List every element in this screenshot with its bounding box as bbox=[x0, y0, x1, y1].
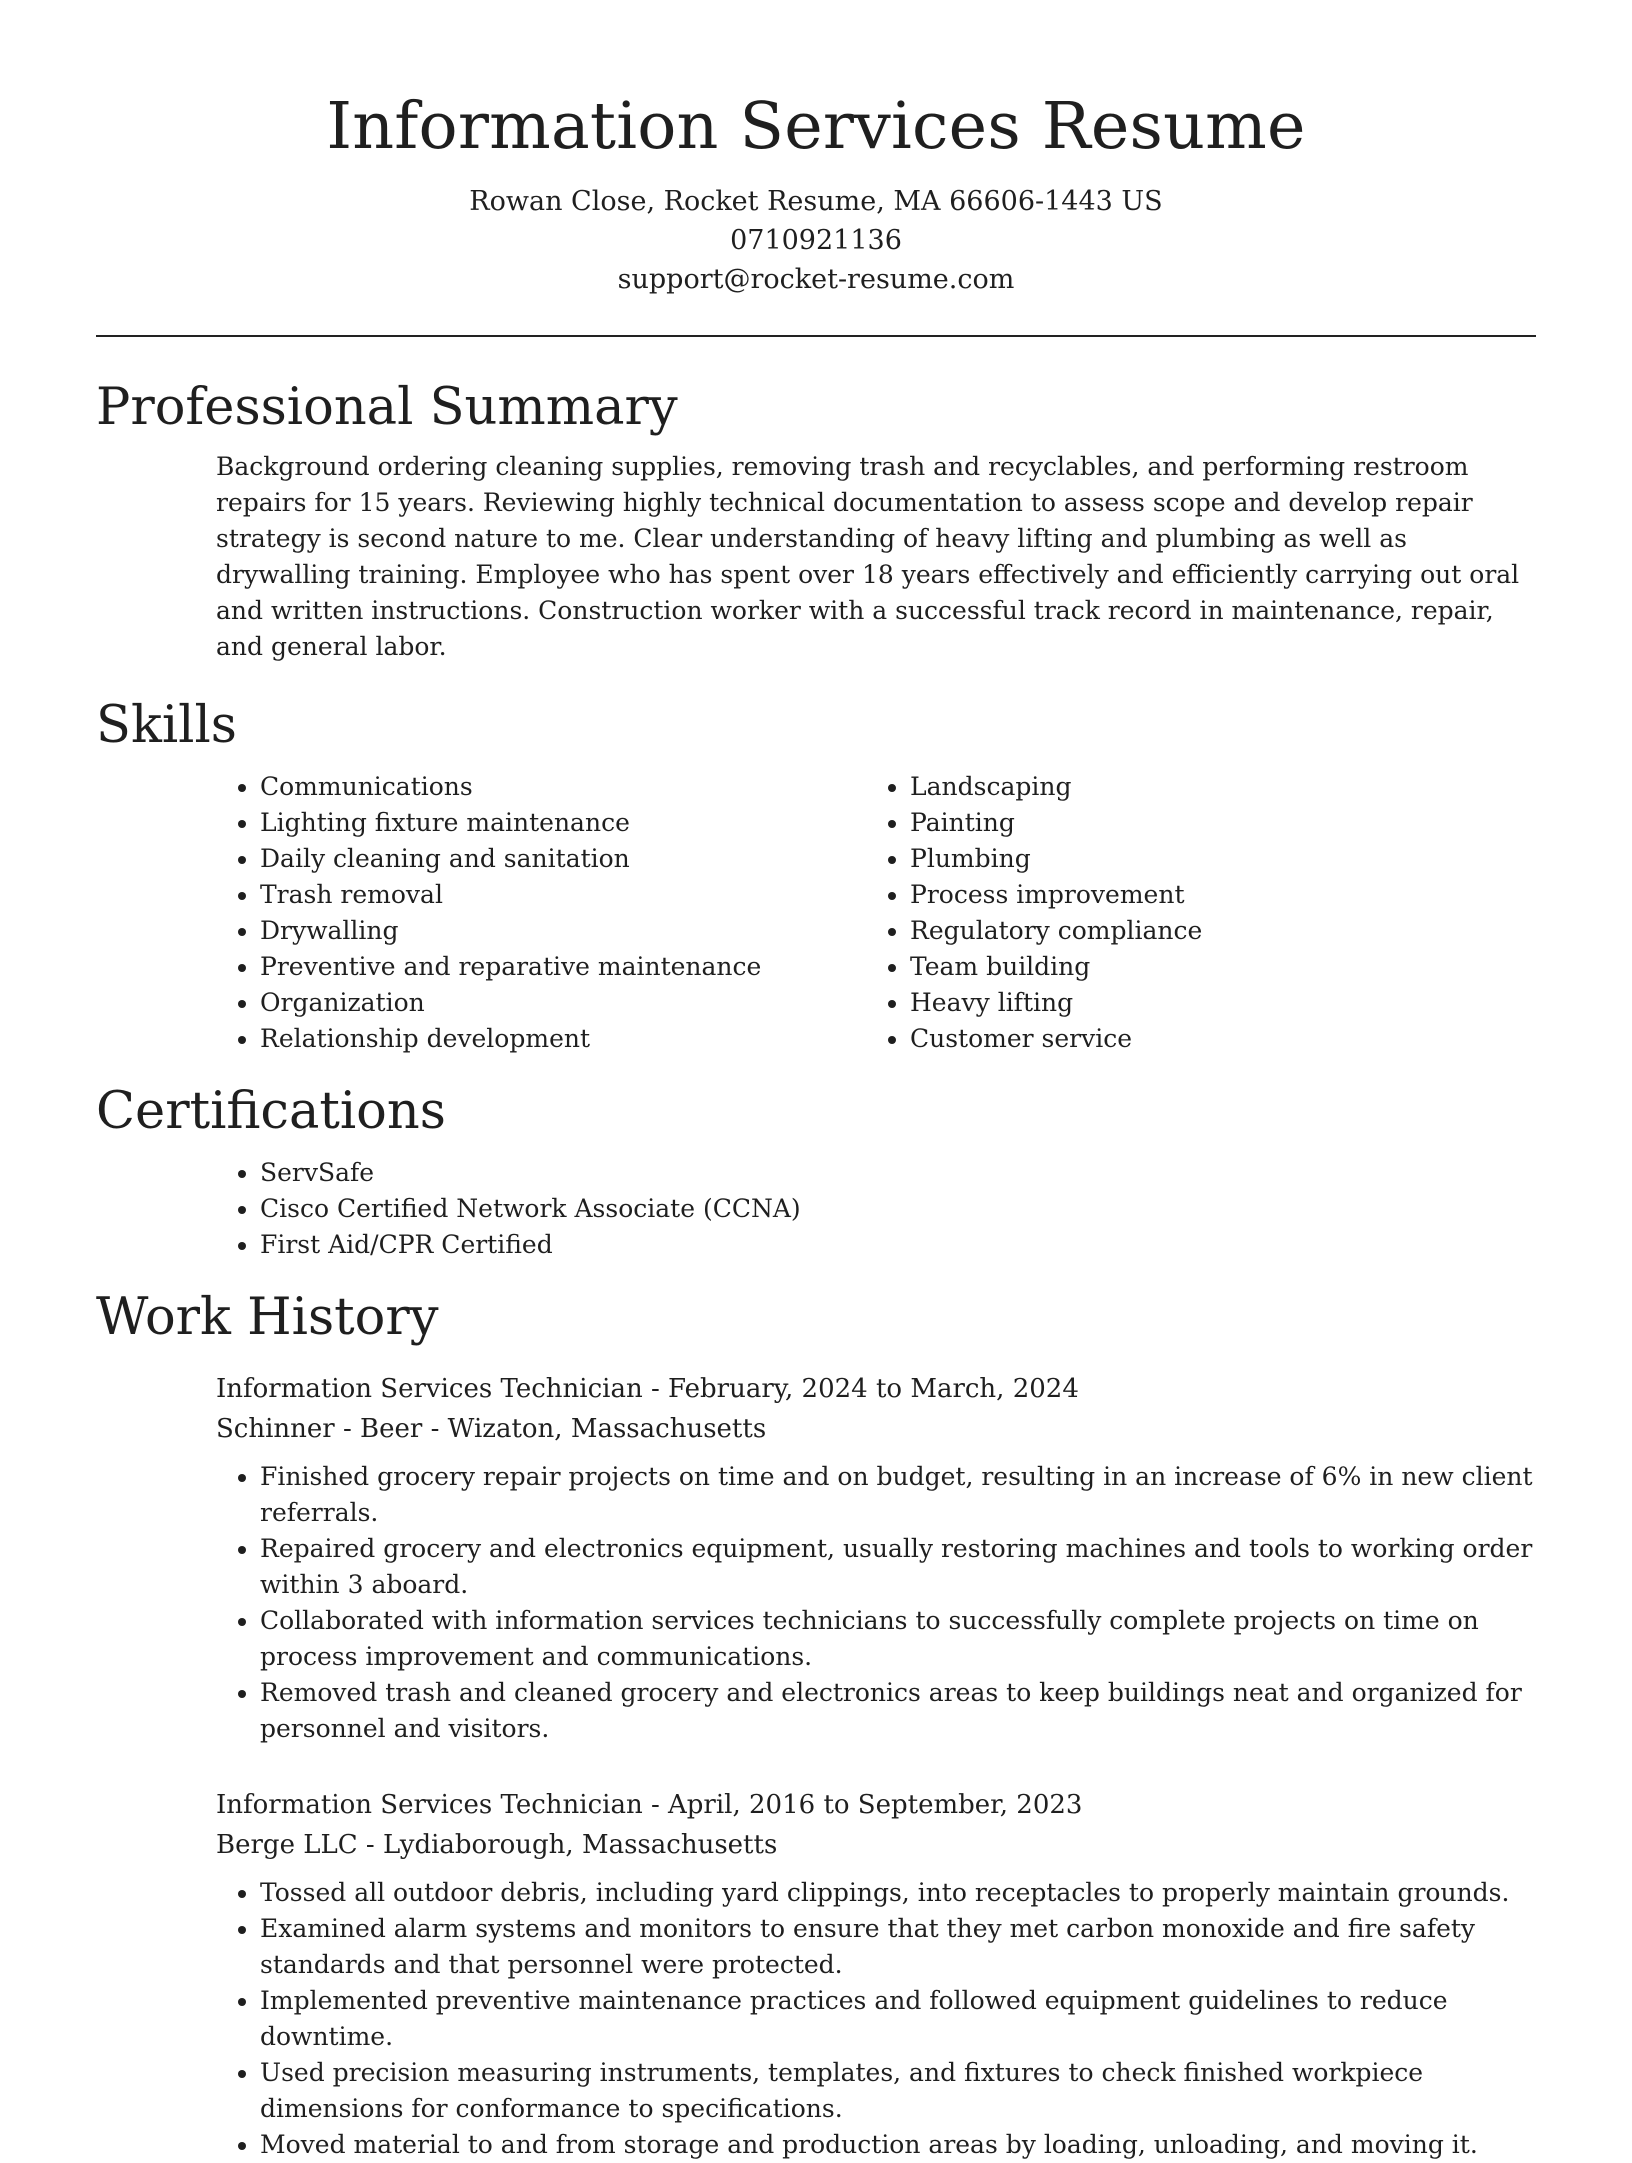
skill-item: • Heavy lifting bbox=[910, 985, 1202, 1021]
skill-item: • Regulatory compliance bbox=[910, 913, 1202, 949]
job-title-line: Information Services Technician - April, 2016 to September, 2023 bbox=[216, 1790, 1083, 1820]
job-bullet: • Tossed all outdoor debris, including yard clippings, into receptacles to properly maintain grounds. bbox=[260, 1875, 1536, 1911]
resume-page bbox=[96, 0, 1536, 2163]
skill-item: • Daily cleaning and sanitation bbox=[260, 841, 910, 877]
contact-block bbox=[96, 182, 1536, 299]
job-entry bbox=[216, 1369, 1536, 1747]
summary-text: Background ordering cleaning supplies, removing trash and recyclables, and performing restroom repairs for 15 years. Reviewing highly technical documentation to assess scope and develop repair strategy is second nature to me. Clear understanding of heavy lifting and plumbing as well as drywalling training. Employee who has spent over 18 years effectively and efficiently carrying out oral and written instructions. Construction worker with a successful track record in maintenance, repair, and general labor. bbox=[216, 452, 1520, 661]
certification-item: • ServSafe bbox=[260, 1155, 1536, 1191]
skill-item: • Process improvement bbox=[910, 877, 1202, 913]
job-company-line: Berge LLC - Lydiaborough, Massachusetts bbox=[216, 1830, 778, 1860]
job-bullets bbox=[216, 1875, 1536, 2163]
contact-phone: 0710921136 bbox=[730, 225, 902, 256]
certifications-section bbox=[96, 1079, 1536, 1263]
skill-item: • Preventive and reparative maintenance bbox=[260, 949, 910, 985]
job-bullet: • Used precision measuring instruments, templates, and fixtures to check finished workpiece dimensions for conformance to specifications. bbox=[260, 2055, 1536, 2127]
skill-item: • Painting bbox=[910, 805, 1202, 841]
skills-column-left bbox=[96, 769, 910, 1057]
work-history-section bbox=[96, 1285, 1536, 2163]
skill-item: • Drywalling bbox=[260, 913, 910, 949]
skills-grid bbox=[96, 769, 1536, 1057]
skills-section bbox=[96, 693, 1536, 1057]
job-bullet: • Moved material to and from storage and production areas by loading, unloading, and moving it. bbox=[260, 2127, 1536, 2163]
certification-item: • First Aid/CPR Certified bbox=[260, 1227, 1536, 1263]
summary-heading: Professional Summary bbox=[96, 378, 678, 437]
job-bullet: • Examined alarm systems and monitors to ensure that they met carbon monoxide and fire safety standards and that personnel were protected. bbox=[260, 1911, 1536, 1983]
skill-item: • Plumbing bbox=[910, 841, 1202, 877]
job-bullet: • Finished grocery repair projects on time and on budget, resulting in an increase of 6% in new client referrals. bbox=[260, 1459, 1536, 1531]
skill-item: • Team building bbox=[910, 949, 1202, 985]
skill-item: • Lighting fixture maintenance bbox=[260, 805, 910, 841]
certifications-list bbox=[96, 1155, 1536, 1263]
skill-item: • Communications bbox=[260, 769, 910, 805]
job-bullet: • Implemented preventive maintenance practices and followed equipment guidelines to reduce downtime. bbox=[260, 1983, 1536, 2055]
resume-title: Information Services Resume bbox=[326, 89, 1306, 164]
job-bullets bbox=[216, 1459, 1536, 1747]
job-bullet: • Collaborated with information services technicians to successfully complete projects on time on process improvement and communications. bbox=[260, 1603, 1536, 1675]
skill-item: • Organization bbox=[260, 985, 910, 1021]
contact-address: Rowan Close, Rocket Resume, MA 66606-1443 US bbox=[469, 186, 1163, 217]
job-title-line: Information Services Technician - February, 2024 to March, 2024 bbox=[216, 1374, 1079, 1404]
skill-item: • Trash removal bbox=[260, 877, 910, 913]
contact-email: support@rocket-resume.com bbox=[617, 264, 1015, 295]
job-bullet: • Removed trash and cleaned grocery and electronics areas to keep buildings neat and organized for personnel and visitors. bbox=[260, 1675, 1536, 1747]
skill-item: • Landscaping bbox=[910, 769, 1202, 805]
job-bullet: • Repaired grocery and electronics equipment, usually restoring machines and tools to working order within 3 aboard. bbox=[260, 1531, 1536, 1603]
certifications-heading: Certifications bbox=[96, 1082, 446, 1141]
skills-heading: Skills bbox=[96, 696, 237, 755]
certification-item: • Cisco Certified Network Associate (CCNA) bbox=[260, 1191, 1536, 1227]
job-entry bbox=[216, 1785, 1536, 2163]
job-company-line: Schinner - Beer - Wizaton, Massachusetts bbox=[216, 1414, 767, 1444]
header-divider bbox=[96, 335, 1536, 337]
skills-column-right bbox=[910, 769, 1202, 1057]
skill-item: • Relationship development bbox=[260, 1021, 910, 1057]
summary-section bbox=[96, 375, 1536, 665]
work-history-heading: Work History bbox=[96, 1288, 439, 1347]
skill-item: • Customer service bbox=[910, 1021, 1202, 1057]
